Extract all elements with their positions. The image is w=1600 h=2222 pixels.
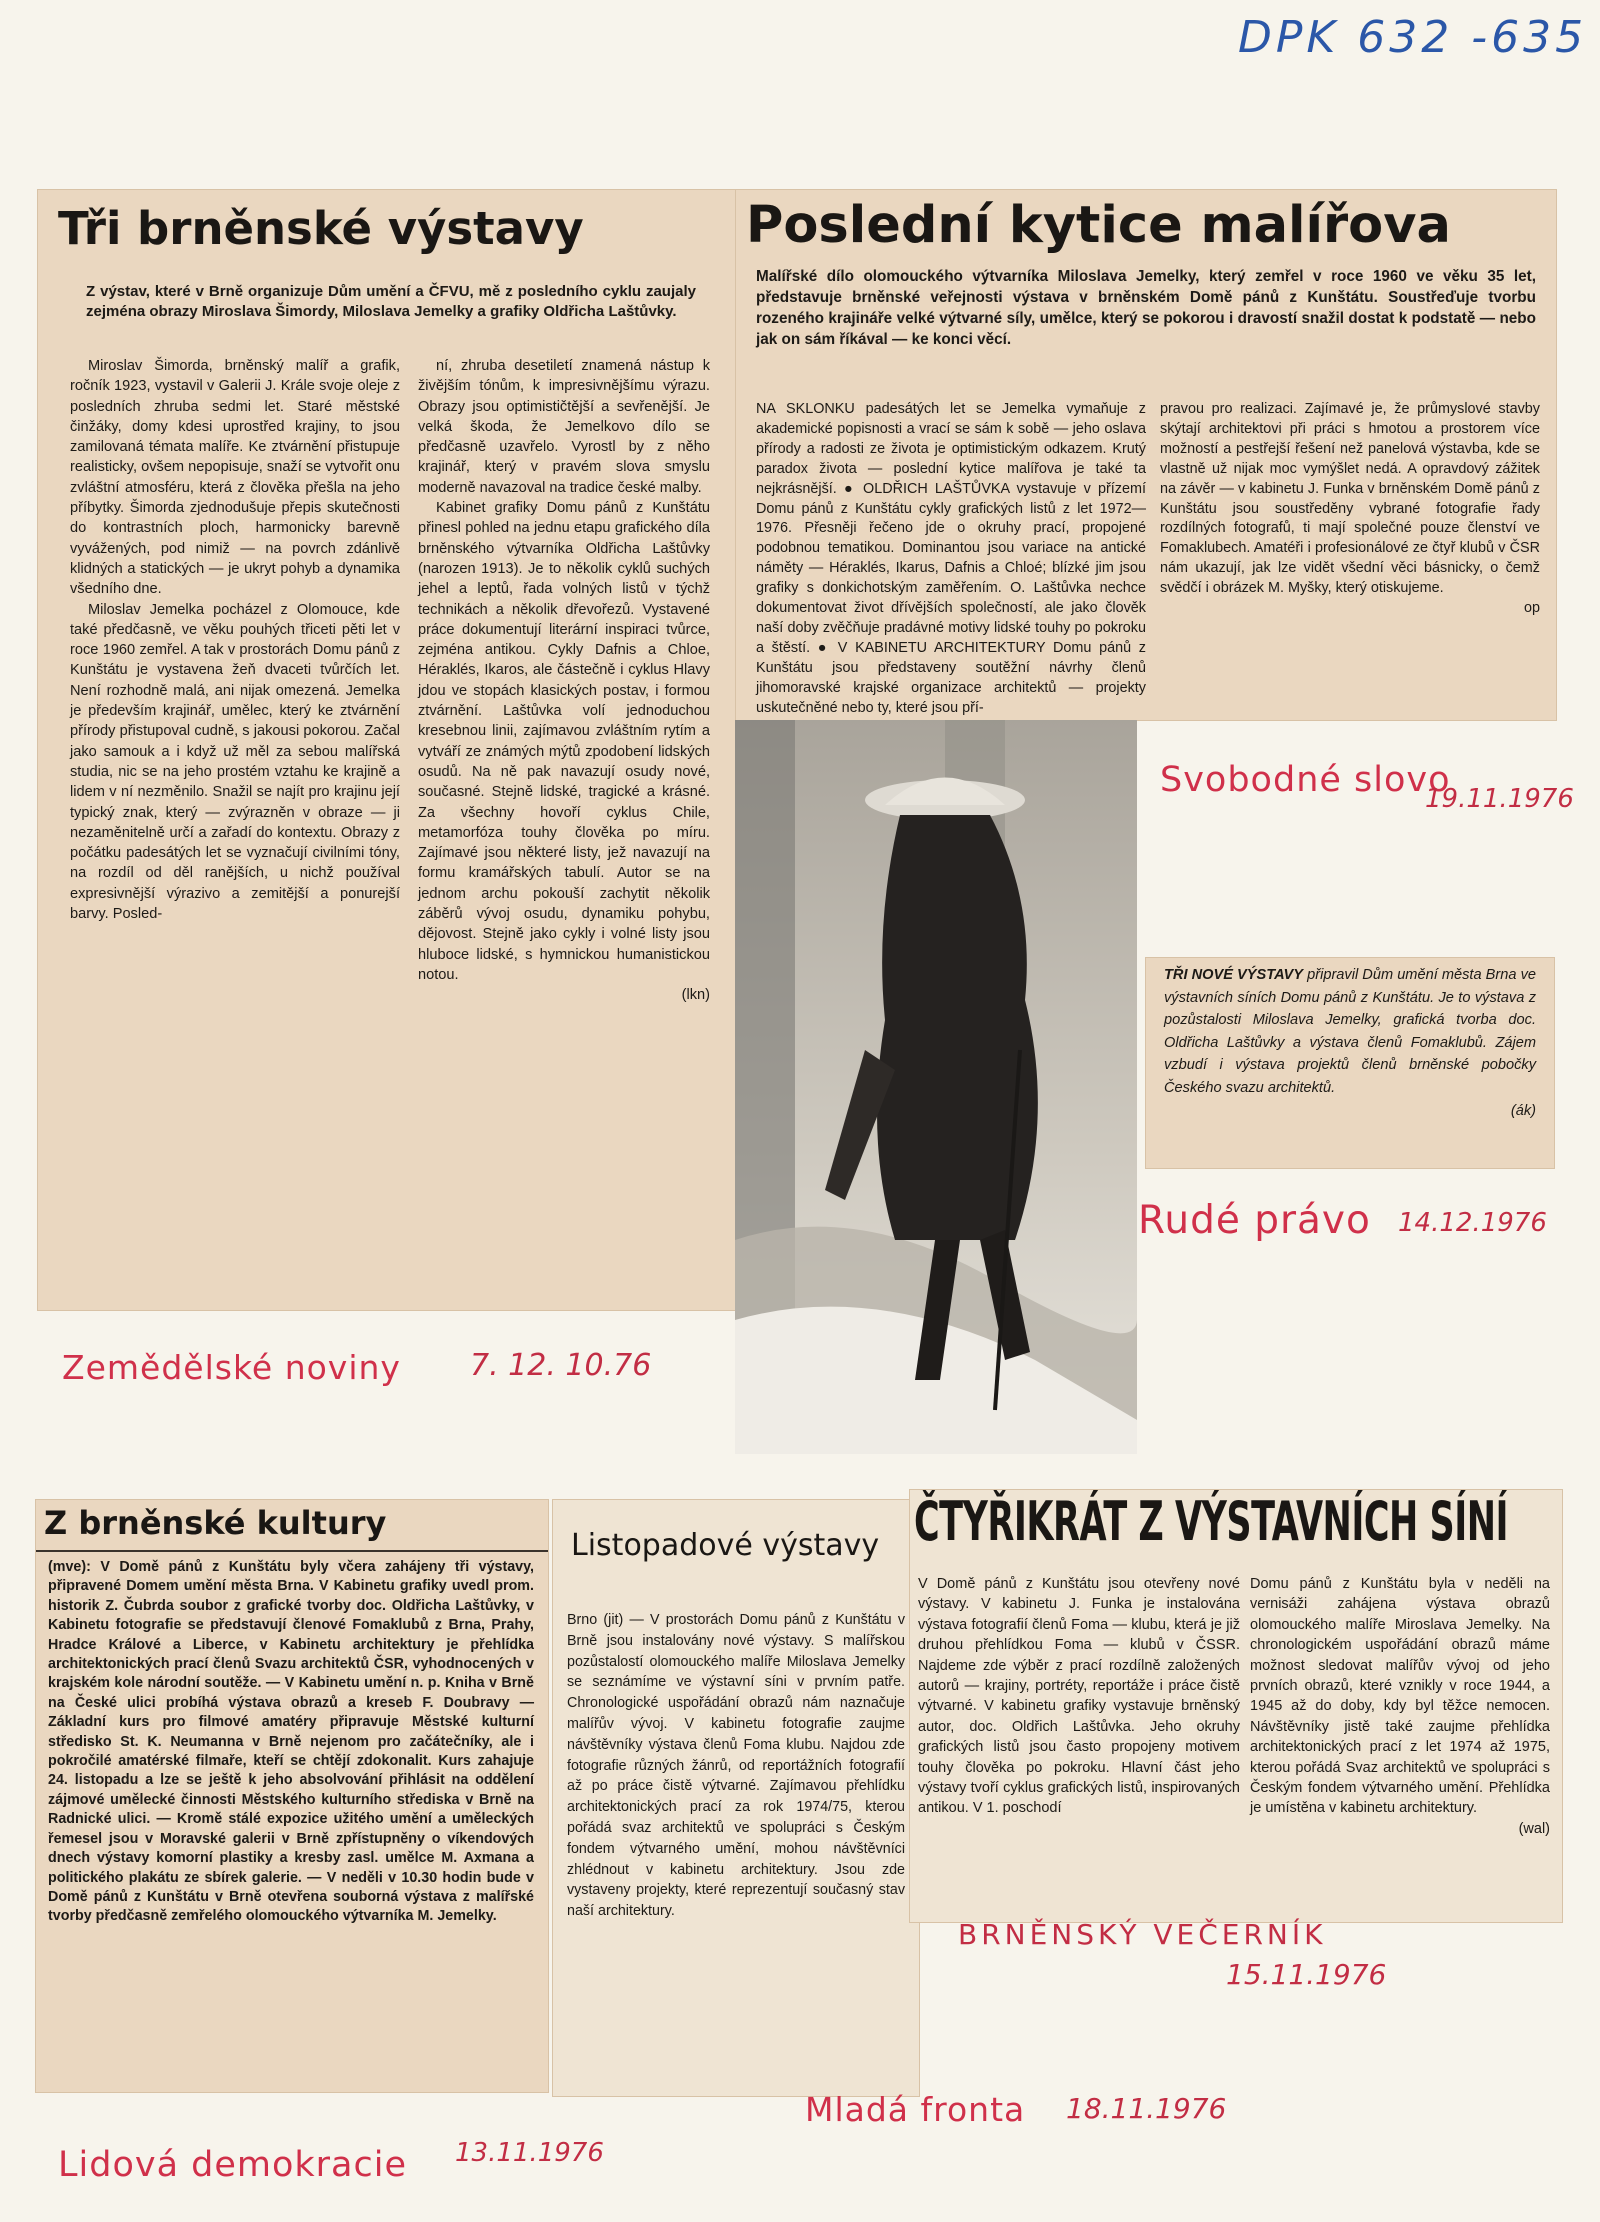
date-handwritten: 19.11.1976	[1425, 784, 1574, 814]
archive-reference: DPK 632 -635	[1238, 12, 1588, 63]
source-stamp-mlada-fronta: Mladá fronta	[805, 2090, 1026, 2129]
headline: Poslední kytice malířova	[746, 196, 1451, 255]
column-text: pravou pro realizaci. Zajímavé je, že průmyslové stavby skýtají architektovi při práci s hmotou a prostorem více možností a pestřejší řešení než panelová výstavba, kde se vlastně už nijak moc vymýšlet nedá. A opravdový zážitek na závěr — v kabinetu J. Funka v brněnském Domě pánů z Kunštátu jsou soustředěny vybrané fotografie řady rozdílných fotografů, ti mají společné pouze členství ve Fomaklubech. Amatéři i profesionálové ze čtyř klubů v ČSR nám ukazují, jak lze vidět všední věci básnicky, o čemž svědčí i obrázek M. Myšky, který otiskujeme.	[1160, 401, 1540, 597]
signature: (ák)	[1510, 1102, 1536, 1119]
paragraph: Kabinet grafiky Domu pánů z Kunštátu přinesl pohled na jednu etapu grafického díla brněnského výtvarníka Oldřicha Laštůvky (narozen 1913). Je to několik cyklů suchých jehel a leptů, řada volných listů v týchž technikách a několik dřevořezů. Vystavené práce dokumentují literární inspiraci tvůrce, zejména antikou. Cykly Dafnis a Chloe, Héraklés, Ikaros, ale částečně i cyklus Hlavy jdou ve stopách klasických postav, i formou ztvárnění. Laštůvka volí jednoduchou kresebnou linii, zajímavou zvláštním rytím a vytváří ze známých mýtů zpodobení lidských osudů. Na ně pak navazují osudy nové, současné. Stejně lidské, tragické a krásné. Za všechny hovoří cyklus Chile, metamorfóza touhy člověka po míru. Zajímavé jsou některé listy, jež navazují na formu kramářských tabulí. Autor se na jednom archu pokouší zachytit několik záběrů vývoj osudu, dynamiku pohybu, dějovost. Stejně jako cykly i volné listy jsou hluboce lidské, s hymnickou humanistickou notou.	[418, 500, 710, 983]
date-handwritten: 7. 12. 10.76	[470, 1348, 652, 1383]
clipping-ctyrikrat-z-vystavnich-sini	[910, 1490, 1562, 1922]
column-text: Domu pánů z Kunštátu byla v neděli na vernisáži zahájena výstava obrazů olomouckého malíře Miroslava Jemelky. Na chronologickém uspořádání obrazů máme možnost sledovat malířův vývoj od jeho prvních obrazů, které vznikly v roce 1944, a 1945 až do doby, kdy byl těžce nemocen. Návštěvníky jistě také zaujme přehlídka architektonických prací z let 1974 až 1975, kterou pořádá Svaz architektů ve spolupráci s Českým fondem výtvarného umění. Přehlídka je umístěna v kabinetu architektury.	[1250, 1576, 1550, 1817]
clipping-tri-nove-vystavy	[1146, 958, 1554, 1168]
source-stamp-lidova-demokracie: Lidová demokracie	[58, 2145, 408, 2185]
paragraph: Miloslav Jemelka pocházel z Olomouce, kde také předčasně, ve věku pouhých třiceti pěti let v roce 1960 zemřel. A tak v prostorách Domu pánů z Kunštátu je vystavena žeň dvaceti tvůrčích let. Není rozhodně malá, ani nijak omezená. Jemelka je především krajinář, umělec, který ke ztvárnění přírody přistupoval cudně, s jakousi pokorou. Začal jako samouk a i když už měl za sebou malířská studia, nic se na jeho prostém vztahu ke krajině a lidem v ní nezměnilo. Snažil se najít pro krajinu její typický znak, který — zvýrazněn v obraze — ji nezaměnitelně určí a zařadí do kontextu. Obrazy z počátku padesátých let se vyznačují civilními tóny, na rozdíl od děl ranějších, u nichž používal expresivnější výrazivo a zemitější a ponurejší barvy. Posled-	[70, 601, 400, 923]
brief-lead: TŘI NOVÉ VÝSTAVY	[1164, 967, 1304, 983]
signature: (wal)	[1518, 1820, 1550, 1837]
clipping-listopadove-vystavy	[553, 1500, 919, 2096]
headline: Tři brněnské výstavy	[58, 202, 584, 255]
signature: (lkn)	[681, 987, 710, 1004]
source-stamp-svobodne-slovo: Svobodné slovo	[1160, 760, 1451, 800]
headline-rule	[36, 1550, 548, 1552]
clipping-z-brnenske-kultury	[36, 1500, 548, 2092]
paragraph: ní, zhruba desetiletí znamená nástup k živějším tónům, k impresivnějšímu výrazu. Obrazy jsou optimističtější a sevřenější. Je velká škoda, že Jemelkovo dílo se předčasně uzavřelo. Vyrostl by z něho krajinář, který v pravém slova smyslu moderně navazoval na tradice české malby.	[418, 358, 710, 496]
headline: ČTYŘIKRÁT Z VÝSTAVNÍCH SÍNÍ	[914, 1492, 1509, 1554]
article-text: Brno (jit) — V prostorách Domu pánů z Kunštátu v Brně jsou instalovány nové výstavy. S malířskou pozůstalostí olomouckého malíře Miloslava Jemelky se seznámíme ve výstavní síni v prvním patře. Chronologické uspořádání obrazů nám naznačuje malířův vývoj. V kabinetu fotografie zaujme návštěvníky výstava členů Foma klubu. Najdou zde fotografie různých žánrů, od reportážních fotografií až po práce čistě výtvarné. Zajímavou přehlídku architektonických prací za rok 1974/75, kterou pořádá svaz architektů ve spolupráci s Českým fondem výtvarného umění, mohou návštěvníci zhlédnout v kabinetu architektury. Jsou zde vystaveny projekty, které reprezentují současný stav naší architektury.	[567, 1612, 905, 1920]
article-text: (mve): V Domě pánů z Kunštátu byly včera zahájeny tři výstavy, připravené Domem umění města Brna. V Kabinetu grafiky uvedl prom. historik Z. Čubrda soubor z grafické tvorby doc. Oldřicha Laštůvky, v Kabinetu fotografie se představují členové Fomaklubů z Brna, Prahy, Hradce Králové a Liberce, v Kabinetu architektury je přehlídka architektonických prací členů Svazu architektů ČSR, vyhodnocených v krajském kole národní soutěže. — V Kabinetu umění n. p. Kniha v Brně na České ulici probíhá výstava obrazů a kreseb F. Doubravy — Základní kurs pro filmové amatéry připravuje Městské kulturní středisko St. K. Neumanna v Brně nejenom pro začátečníky, ale i pokročilé amatérské filmaře, kteří se chtějí zdokonalit. Kurs zahajuje 24. listopadu a lze se ještě k jeho absolvování přihlásit na oddělení zájmové umělecké činnosti Městského kulturního střediska v Brně na Radnické ulici. — Kromě stálé expozice užitého umění a uměleckých řemesel jsou v Moravské galerii v Brně zpřístupněny o víkendových dnech výstavy komorní plastiky a kresby zasl. umělce M. Axmana a politického plakátu ze sbírek galerie. — V neděli v 10.30 hodin bude v Domě pánů z Kunštátu v Brně otevřena souborná výstava z malířské tvorby předčasně zemřelého olomouckého výtvarníka M. Jemelky.	[48, 1559, 534, 1925]
lead-paragraph: Malířské dílo olomouckého výtvarníka Miloslava Jemelky, který zemřel v roce 1960 ve věku 35 let, představuje brněnské veřejnosti výstava v brněnském Domě pánů z Kunštátu. Soustřeďuje tvorbu rozeného krajináře velké výtvarné síly, umělce, který se pokorou i dravostí snažil dostat k podstatě — nebo jak on sám říkával — ke konci věcí.	[756, 268, 1536, 348]
column-2	[1250, 1574, 1550, 1839]
photo-walking-figure	[735, 720, 1137, 1454]
date-handwritten: 18.11.1976	[1066, 2092, 1227, 2125]
brief-body: připravil Dům umění města Brna ve výstavních síních Domu pánů z Kunštátu. Je to výstava z pozůstalosti Miloslava Jemelky, grafická tvorba doc. Oldřicha Laštůvky a výstava členů Fomaklubů. Zájem vzbudí i výstava projektů členů brněnské pobočky Českého svazu architektů.	[1164, 967, 1537, 1096]
column-1	[70, 356, 400, 924]
headline: Z brněnské kultury	[44, 1504, 387, 1542]
clipping-posledni-kytice	[736, 190, 1556, 720]
column-2	[418, 356, 710, 1006]
column-1: V Domě pánů z Kunštátu jsou otevřeny nové výstavy. V kabinetu J. Funka je instalována výstava fotografií členů Foma — klubu, která je již druhou přehlídkou Foma — klubů v ČSSR. Najdeme zde výběr z prací rozdílně založených autorů — krajiny, portréty, reportáže i práce čistě výtvarné. V kabinetu grafiky vystavuje brněnský autor, doc. Oldřich Laštůvka. Jeho okruhy grafických listů jsou často propojeny motivem touhy člověka po pokroku. Hlavní část jeho výstavy tvoří cyklus grafických listů, inspirovaných antikou. V 1. poschodí	[918, 1576, 1240, 1817]
column-2	[1160, 400, 1540, 619]
date-handwritten: 14.12.1976	[1398, 1208, 1547, 1238]
brief-text	[1164, 964, 1536, 1122]
signature: op	[1523, 600, 1540, 617]
paragraph: Miroslav Šimorda, brněnský malíř a grafik, ročník 1923, vystavil v Galerii J. Krále svoje oleje z posledních zhruba sedmi let. Staré městské činžáky, domy kdesi uprostřed krajiny, to jsou zamilovaná témata malíře. Ke ztvárnění přistupuje realisticky, ovšem nepopisuje, snaží se vytvořit onu zvláštní atmosféru, která z člověka přešla na jeho příbytky. Šimorda zjednodušuje přepis skutečnosti do kontrastních ploch, harmonicky barevně vyvážených, pod nimiž — na povrch zdánlivě klidných a statických — je ukryt pohyb a dynamika všedního dne.	[70, 358, 400, 598]
source-stamp-brnensky-vecernik: BRNĚNSKÝ VEČERNÍK	[958, 1918, 1327, 1951]
date-handwritten: 13.11.1976	[455, 2138, 604, 2168]
source-stamp-rude-pravo: Rudé právo	[1138, 1198, 1371, 1243]
column-1: NA SKLONKU padesátých let se Jemelka vymaňuje z akademické popisnosti a vrací se sám k sobě — jeho oslava přírody a radosti ze života je optimistickým odkazem. Krutý paradox života — poslední kytice malířova je také ta nejkrásnější. ● OLDŘICH LAŠTŮVKA vystavuje v přízemí Domu pánů z Kunštátu cykly grafických listů z let 1972—1976. Přesněji řečeno jde o okruhy prací, propojené podobnou tematikou. Dominantou jsou variace na antické náměty — Héraklés, Ikarus, Dafnis a Chloé; blízké jim jsou grafiky s donkichotským zaměřením. O. Laštůvka nechce dokumentovat život dřívějších společností, ale jako člověk naší doby zvěčňuje pradávné motivy lidské touhy po pokroku a štěstí. ● V KABINETU ARCHITEKTURY Domu pánů z Kunštátu jsou představeny soutěžní návrhy členů jihomoravské krajské organizace architektů — projekty uskutečněné nebo ty, které jsou pří-	[756, 401, 1146, 716]
source-stamp-zemedelske-noviny: Zemědělské noviny	[62, 1348, 401, 1387]
lead-paragraph: Z výstav, které v Brně organizuje Dům umění a ČFVU, mě z posledního cyklu zaujaly zejména obrazy Miroslava Šimordy, Miloslava Jemelky a grafiky Oldřicha Laštůvky.	[86, 283, 696, 320]
date-handwritten: 15.11.1976	[1226, 1958, 1387, 1991]
photo-image	[735, 720, 1137, 1454]
headline: Listopadové výstavy	[571, 1528, 880, 1563]
clipping-tri-brnenske-vystavy	[38, 190, 738, 1310]
